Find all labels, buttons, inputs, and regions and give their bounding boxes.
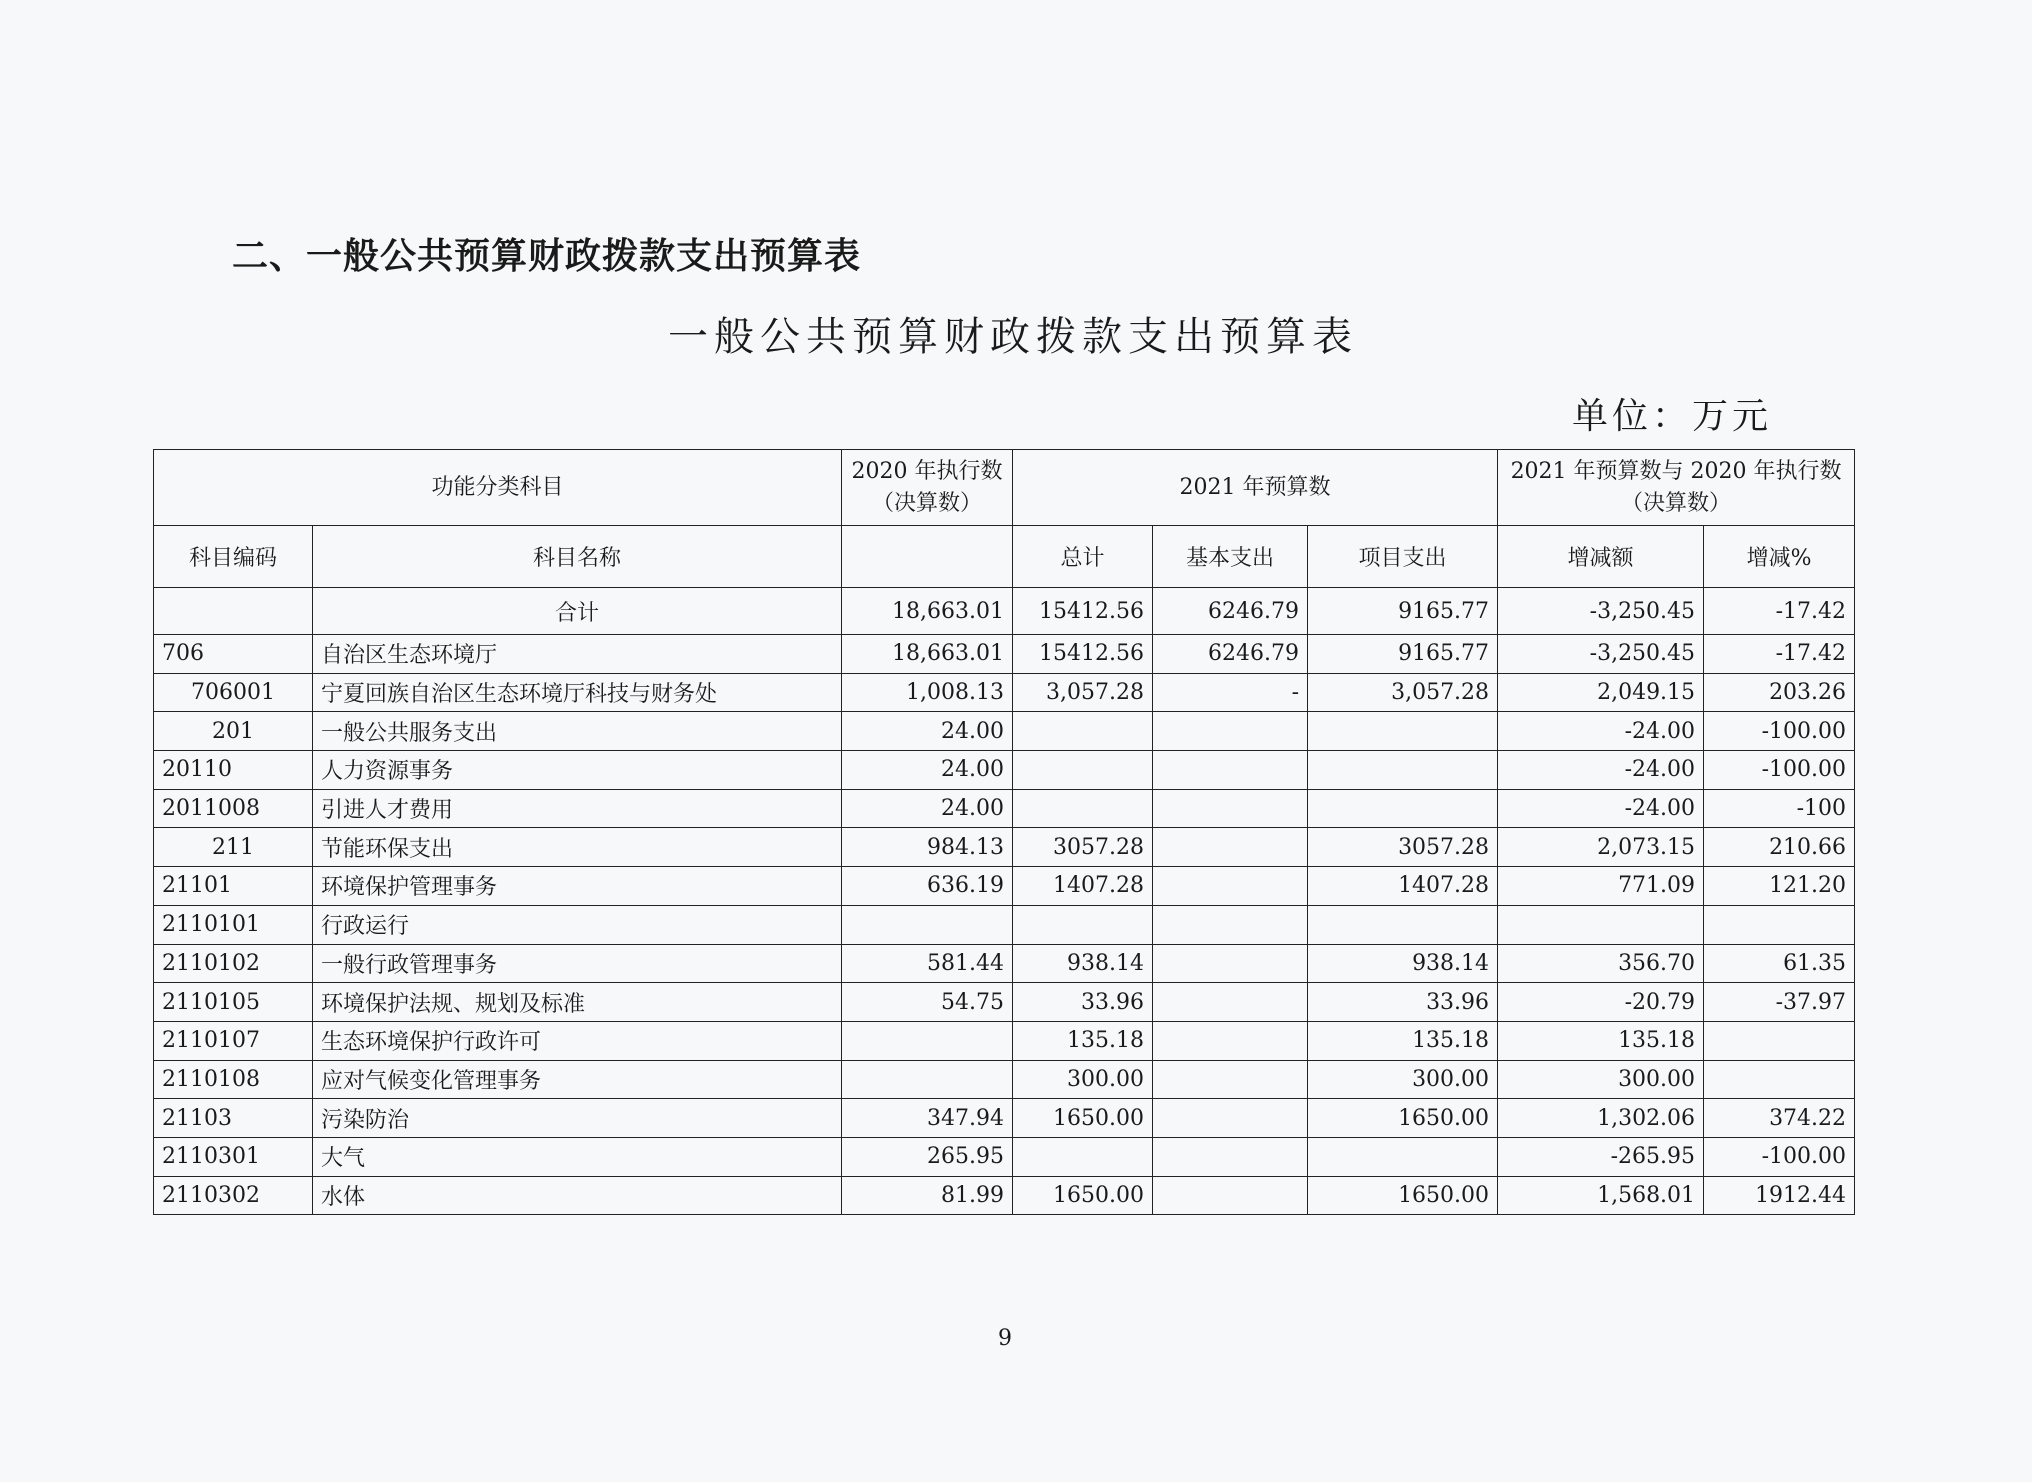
row-name: 生态环境保护行政许可 (313, 1021, 842, 1060)
row-code (154, 588, 313, 635)
row-name: 人力资源事务 (313, 751, 842, 790)
row-total (1013, 751, 1153, 790)
row-pct (1704, 1021, 1855, 1060)
header-change-pct: 增减% (1704, 526, 1855, 588)
row-total: 3,057.28 (1013, 673, 1153, 712)
row-basic (1153, 1099, 1308, 1138)
row-basic: 6246.79 (1153, 588, 1308, 635)
header-row-2 (154, 526, 1855, 588)
row-total: 938.14 (1013, 944, 1153, 983)
row-basic: - (1153, 673, 1308, 712)
row-name: 应对气候变化管理事务 (313, 1060, 842, 1099)
row-change (1498, 905, 1704, 944)
row-project: 33.96 (1308, 983, 1498, 1022)
header-functional-category: 功能分类科目 (154, 450, 842, 526)
row-2020 (842, 1060, 1013, 1099)
row-change: 300.00 (1498, 1060, 1704, 1099)
section-heading: 二、一般公共预算财政拨款支出预算表 (232, 236, 862, 277)
header-row-1 (154, 450, 1855, 526)
row-total: 33.96 (1013, 983, 1153, 1022)
table-row (154, 944, 1855, 983)
row-project: 938.14 (1308, 944, 1498, 983)
row-2020: 24.00 (842, 712, 1013, 751)
row-2020: 81.99 (842, 1176, 1013, 1215)
row-2020: 984.13 (842, 828, 1013, 867)
row-total: 300.00 (1013, 1060, 1153, 1099)
budget-table (153, 449, 1855, 1215)
row-name: 环境保护法规、规划及标准 (313, 983, 842, 1022)
row-name: 污染防治 (313, 1099, 842, 1138)
table-row (154, 673, 1855, 712)
table-row (154, 1176, 1855, 1215)
row-project (1308, 905, 1498, 944)
table-row (154, 751, 1855, 790)
row-total (1013, 905, 1153, 944)
row-name: 自治区生态环境厅 (313, 635, 842, 674)
row-pct: 210.66 (1704, 828, 1855, 867)
table-row (154, 1137, 1855, 1176)
row-basic (1153, 1137, 1308, 1176)
row-name: 合计 (313, 588, 842, 635)
row-total: 3057.28 (1013, 828, 1153, 867)
table-row (154, 905, 1855, 944)
row-2020: 1,008.13 (842, 673, 1013, 712)
row-basic (1153, 712, 1308, 751)
header-project: 项目支出 (1308, 526, 1498, 588)
header-total: 总计 (1013, 526, 1153, 588)
row-2020 (842, 1021, 1013, 1060)
row-basic (1153, 828, 1308, 867)
table-title: 一般公共预算财政拨款支出预算表 (668, 314, 1358, 360)
row-code: 2110101 (154, 905, 313, 944)
row-code: 2110301 (154, 1137, 313, 1176)
row-pct: 374.22 (1704, 1099, 1855, 1138)
row-total: 15412.56 (1013, 588, 1153, 635)
header-blank (842, 526, 1013, 588)
row-pct: -100.00 (1704, 712, 1855, 751)
row-change: -24.00 (1498, 712, 1704, 751)
row-change: -20.79 (1498, 983, 1704, 1022)
table-row (154, 1021, 1855, 1060)
row-code: 2011008 (154, 789, 313, 828)
page-number: 9 (998, 1326, 1012, 1351)
row-total: 135.18 (1013, 1021, 1153, 1060)
row-code: 2110102 (154, 944, 313, 983)
row-name: 水体 (313, 1176, 842, 1215)
row-basic (1153, 751, 1308, 790)
row-total: 1650.00 (1013, 1099, 1153, 1138)
row-pct: -17.42 (1704, 635, 1855, 674)
table-row (154, 712, 1855, 751)
row-pct: -17.42 (1704, 588, 1855, 635)
table-row (154, 1060, 1855, 1099)
row-pct (1704, 1060, 1855, 1099)
row-basic: 6246.79 (1153, 635, 1308, 674)
row-change: 1,302.06 (1498, 1099, 1704, 1138)
table-row (154, 635, 1855, 674)
row-change: -3,250.45 (1498, 635, 1704, 674)
row-change: -3,250.45 (1498, 588, 1704, 635)
row-name: 宁夏回族自治区生态环境厅科技与财务处 (313, 673, 842, 712)
row-code: 211 (154, 828, 313, 867)
row-code: 2110108 (154, 1060, 313, 1099)
row-project (1308, 712, 1498, 751)
row-name: 节能环保支出 (313, 828, 842, 867)
row-project: 9165.77 (1308, 635, 1498, 674)
row-2020: 24.00 (842, 789, 1013, 828)
header-comparison: 2021 年预算数与 2020 年执行数（决算数） (1498, 450, 1855, 526)
header-basic: 基本支出 (1153, 526, 1308, 588)
row-change: 135.18 (1498, 1021, 1704, 1060)
row-pct: -37.97 (1704, 983, 1855, 1022)
row-code: 2110107 (154, 1021, 313, 1060)
row-pct (1704, 905, 1855, 944)
row-2020: 265.95 (842, 1137, 1013, 1176)
row-code: 706 (154, 635, 313, 674)
row-pct: -100.00 (1704, 1137, 1855, 1176)
row-code: 21103 (154, 1099, 313, 1138)
row-change: 771.09 (1498, 867, 1704, 906)
row-code: 706001 (154, 673, 313, 712)
table-row (154, 1099, 1855, 1138)
table-row-total (154, 588, 1855, 635)
row-pct: 121.20 (1704, 867, 1855, 906)
row-change: 1,568.01 (1498, 1176, 1704, 1215)
row-code: 20110 (154, 751, 313, 790)
row-basic (1153, 789, 1308, 828)
header-2020-executed: 2020 年执行数（决算数） (842, 450, 1013, 526)
row-code: 201 (154, 712, 313, 751)
table-row (154, 789, 1855, 828)
row-pct: -100.00 (1704, 751, 1855, 790)
table-row (154, 867, 1855, 906)
row-name: 引进人才费用 (313, 789, 842, 828)
header-change-amount: 增减额 (1498, 526, 1704, 588)
row-project: 300.00 (1308, 1060, 1498, 1099)
row-basic (1153, 867, 1308, 906)
row-name: 环境保护管理事务 (313, 867, 842, 906)
row-project (1308, 789, 1498, 828)
row-total: 1407.28 (1013, 867, 1153, 906)
row-pct: -100 (1704, 789, 1855, 828)
table-row (154, 828, 1855, 867)
row-basic (1153, 1176, 1308, 1215)
row-total: 15412.56 (1013, 635, 1153, 674)
row-code: 2110302 (154, 1176, 313, 1215)
row-2020 (842, 905, 1013, 944)
header-2021-budget: 2021 年预算数 (1013, 450, 1498, 526)
header-name: 科目名称 (313, 526, 842, 588)
row-total (1013, 1137, 1153, 1176)
row-basic (1153, 1060, 1308, 1099)
row-total: 1650.00 (1013, 1176, 1153, 1215)
row-2020: 54.75 (842, 983, 1013, 1022)
table-row (154, 983, 1855, 1022)
row-project: 1650.00 (1308, 1176, 1498, 1215)
row-2020: 24.00 (842, 751, 1013, 790)
row-change: -24.00 (1498, 789, 1704, 828)
row-project: 9165.77 (1308, 588, 1498, 635)
unit-label: 单位：万元 (1572, 396, 1773, 437)
row-pct: 203.26 (1704, 673, 1855, 712)
row-change: -265.95 (1498, 1137, 1704, 1176)
row-project: 1650.00 (1308, 1099, 1498, 1138)
row-2020: 18,663.01 (842, 588, 1013, 635)
row-total (1013, 712, 1153, 751)
row-change: 2,073.15 (1498, 828, 1704, 867)
row-2020: 581.44 (842, 944, 1013, 983)
row-2020: 18,663.01 (842, 635, 1013, 674)
row-project (1308, 751, 1498, 790)
row-pct: 1912.44 (1704, 1176, 1855, 1215)
row-basic (1153, 944, 1308, 983)
row-name: 大气 (313, 1137, 842, 1176)
row-change: 356.70 (1498, 944, 1704, 983)
row-2020: 347.94 (842, 1099, 1013, 1138)
row-pct: 61.35 (1704, 944, 1855, 983)
row-name: 行政运行 (313, 905, 842, 944)
row-basic (1153, 1021, 1308, 1060)
row-basic (1153, 983, 1308, 1022)
row-change: 2,049.15 (1498, 673, 1704, 712)
row-project: 1407.28 (1308, 867, 1498, 906)
row-total (1013, 789, 1153, 828)
row-basic (1153, 905, 1308, 944)
row-project: 135.18 (1308, 1021, 1498, 1060)
row-change: -24.00 (1498, 751, 1704, 790)
row-code: 2110105 (154, 983, 313, 1022)
row-name: 一般公共服务支出 (313, 712, 842, 751)
row-project (1308, 1137, 1498, 1176)
header-code: 科目编码 (154, 526, 313, 588)
row-2020: 636.19 (842, 867, 1013, 906)
row-project: 3,057.28 (1308, 673, 1498, 712)
row-name: 一般行政管理事务 (313, 944, 842, 983)
row-project: 3057.28 (1308, 828, 1498, 867)
row-code: 21101 (154, 867, 313, 906)
